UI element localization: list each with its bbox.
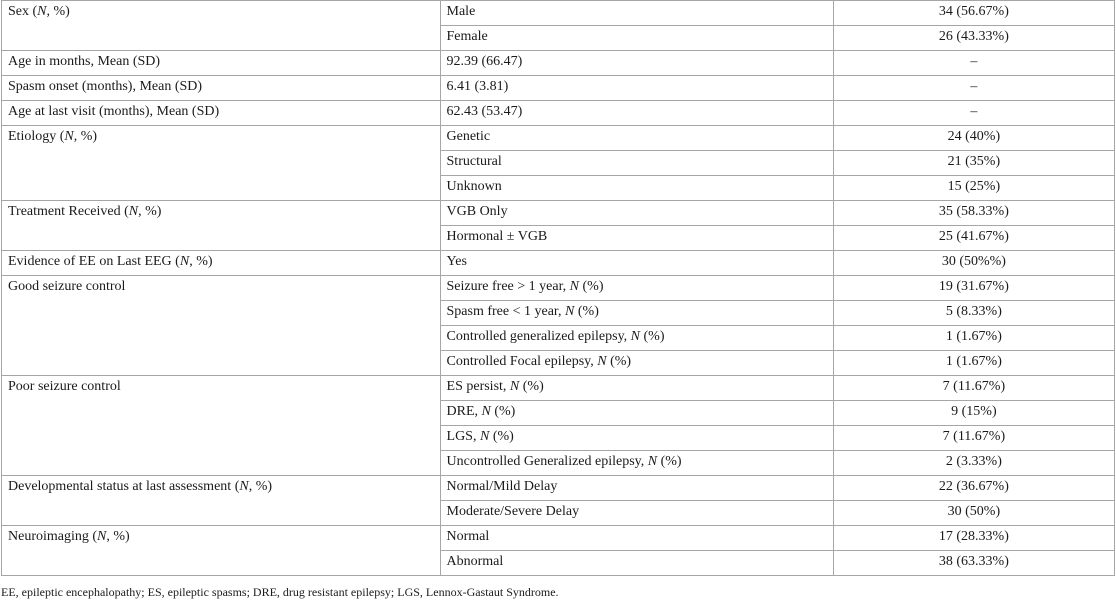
row-label-suffix: (N, %) [231,479,273,494]
value-cell [833,226,1114,251]
row-label-cell [2,51,441,76]
row-label: Etiology [8,129,57,144]
value-text: 2 (3.33%) [945,454,1002,469]
category-text: LGS [446,429,473,444]
table-row [2,476,1115,501]
category-cell [440,151,833,176]
category-cell [440,526,833,551]
row-label-suffix: (N, %) [56,129,98,144]
category-cell [440,251,833,276]
value-text: 19 (31.67%) [938,279,1009,294]
row-label: Developmental status at last assessment [8,479,232,494]
value-cell [833,501,1114,526]
value-cell [833,426,1114,451]
value-text: 7 (11.67%) [942,429,1006,444]
category-text: Structural [446,154,502,169]
category-suffix: , N (%) [558,304,599,319]
row-label-cell [2,376,441,476]
category-cell [440,276,833,301]
category-suffix: , N (%) [640,454,682,469]
table-row [2,201,1115,226]
value-cell [833,526,1114,551]
row-label-cell [2,126,441,201]
category-cell [440,301,833,326]
value-cell [833,451,1114,476]
value-cell [833,326,1114,351]
category-cell [440,476,833,501]
value-cell [833,76,1114,101]
row-label: Spasm onset (months), Mean (SD) [8,79,203,94]
value-cell [833,126,1114,151]
table-body [2,1,1115,576]
category-text: 62.43 (53.47) [446,104,523,119]
row-label: Poor seizure control [8,379,121,394]
value-text: 30 (50%%) [941,254,1006,269]
category-cell [440,76,833,101]
value-cell [833,151,1114,176]
category-text: ES persist [446,379,503,394]
row-label-cell [2,101,441,126]
category-cell [440,501,833,526]
category-cell [440,101,833,126]
category-text: Controlled Focal epilepsy [446,354,591,369]
table-row [2,101,1115,126]
category-suffix: , N (%) [502,379,544,394]
row-label-cell [2,526,441,576]
value-cell [833,251,1114,276]
value-cell [833,551,1114,576]
value-text: 25 (41.67%) [938,229,1009,244]
category-text: Male [446,4,476,19]
value-text: 24 (40%) [947,129,1001,144]
category-text: Moderate/Severe Delay [446,504,580,519]
category-cell [440,226,833,251]
value-text: 7 (11.67%) [942,379,1006,394]
table-row [2,1,1115,26]
category-suffix: , N (%) [590,354,632,369]
value-cell [833,101,1114,126]
value-text: 5 (8.33%) [945,304,1002,319]
category-cell [440,1,833,26]
value-text: 15 (25%) [947,179,1001,194]
row-label-cell [2,1,441,51]
value-cell [833,201,1114,226]
value-text: – [970,54,978,69]
value-cell [833,376,1114,401]
value-text: 9 (15%) [951,404,997,419]
category-text: Genetic [446,129,491,144]
category-cell [440,26,833,51]
value-cell [833,351,1114,376]
row-label: Good seizure control [8,279,126,294]
category-text: 6.41 (3.81) [446,79,509,94]
value-cell [833,1,1114,26]
row-label-suffix: (N, %) [171,254,213,269]
value-text: 21 (35%) [947,154,1001,169]
category-text: VGB Only [446,204,508,219]
category-cell [440,51,833,76]
category-text: Seizure free > 1 year [446,279,563,294]
category-cell [440,451,833,476]
row-label-suffix: (N, %) [88,529,130,544]
value-cell [833,476,1114,501]
value-cell [833,51,1114,76]
category-text: Yes [446,254,467,269]
table-row [2,76,1115,101]
value-cell [833,176,1114,201]
row-label-suffix: (N, %) [29,4,70,19]
row-label-cell [2,76,441,101]
category-cell [440,376,833,401]
row-label-cell [2,251,441,276]
table-row [2,526,1115,551]
category-suffix: , N (%) [562,279,604,294]
value-text: 1 (1.67%) [945,329,1002,344]
category-suffix: , N (%) [472,429,514,444]
demographics-table [1,0,1115,576]
row-label: Treatment Received [8,204,121,219]
value-text: – [970,104,978,119]
row-label-cell [2,476,441,526]
category-cell [440,176,833,201]
table-row [2,51,1115,76]
value-cell [833,276,1114,301]
table-footnote: EE, epileptic encephalopathy; ES, epileptic spasms; DRE, drug resistant epilepsy; LGS, Lennox-Gastaut Syndrome. [1,585,559,599]
category-suffix: , N (%) [623,329,665,344]
value-text: 30 (50%) [947,504,1001,519]
category-text: Abnormal [446,554,504,569]
table-row [2,251,1115,276]
category-text: Controlled generalized epilepsy [446,329,624,344]
category-text: Female [446,29,488,44]
value-text: 35 (58.33%) [938,204,1009,219]
value-text: 1 (1.67%) [945,354,1002,369]
value-text: – [970,79,978,94]
row-label: Sex [8,4,29,19]
value-text: 34 (56.67%) [938,4,1009,19]
row-label: Neuroimaging [8,529,89,544]
category-suffix: , N (%) [474,404,516,419]
category-text: Unknown [446,179,502,194]
table-row [2,126,1115,151]
category-text: Normal [446,529,490,544]
category-cell [440,326,833,351]
value-text: 38 (63.33%) [938,554,1009,569]
category-text: DRE [446,404,475,419]
category-cell [440,201,833,226]
row-label-cell [2,201,441,251]
category-text: 92.39 (66.47) [446,54,523,69]
value-text: 22 (36.67%) [938,479,1009,494]
row-label-cell [2,276,441,376]
row-label: Age at last visit (months), Mean (SD) [8,104,220,119]
value-text: 26 (43.33%) [938,29,1009,44]
category-cell [440,351,833,376]
category-cell [440,126,833,151]
row-label: Evidence of EE on Last EEG [8,254,172,269]
category-text: Normal/Mild Delay [446,479,558,494]
category-cell [440,401,833,426]
category-text: Hormonal ± VGB [446,229,548,244]
category-text: Uncontrolled Generalized epilepsy [446,454,641,469]
row-label: Age in months, Mean (SD) [8,54,161,69]
category-cell [440,551,833,576]
value-cell [833,401,1114,426]
value-cell [833,26,1114,51]
category-cell [440,426,833,451]
table-row [2,276,1115,301]
table-row [2,376,1115,401]
value-cell [833,301,1114,326]
category-text: Spasm free < 1 year [446,304,559,319]
row-label-suffix: (N, %) [120,204,162,219]
value-text: 17 (28.33%) [938,529,1009,544]
